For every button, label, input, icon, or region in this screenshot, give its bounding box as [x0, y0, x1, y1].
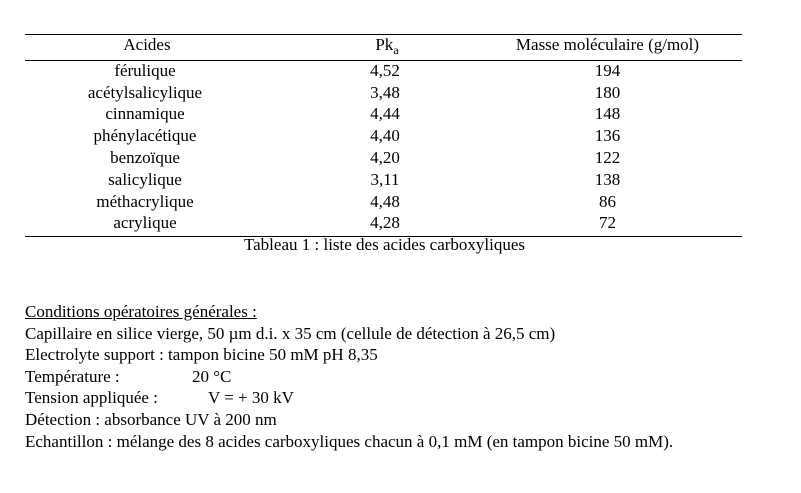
cell-acid: méthacrylique: [96, 192, 194, 211]
cell-mass: 180: [594, 83, 621, 102]
cell-mass: 72: [599, 213, 616, 232]
conditions-title: Conditions opératoires générales :: [25, 302, 257, 321]
cell-mass: 138: [594, 170, 621, 189]
cell-pka: 4,20: [370, 148, 400, 167]
cell-pka: 4,28: [370, 213, 400, 232]
table-caption-text: Tableau 1 : liste des acides carboxyliques: [243, 235, 526, 254]
header-pka-subscript: a: [393, 43, 399, 57]
cell-pka: 4,40: [370, 126, 400, 145]
cell-acid: férulique: [114, 61, 176, 80]
header-pka-main: Pk: [375, 35, 394, 54]
table-caption: [0, 235, 801, 255]
condition-sample: Echantillon : mélange des 8 acides carboxyliques chacun à 0,1 mM (en tampon bicine 50 mM).: [25, 431, 674, 451]
temperature-value: 20 °C: [192, 366, 232, 386]
condition-voltage: [25, 387, 785, 409]
voltage-label: Tension appliquée :: [25, 388, 158, 408]
table-header-row: [25, 35, 742, 57]
cell-acid: acrylique: [113, 213, 177, 232]
cell-pka: 3,48: [370, 83, 400, 102]
cell-pka: 4,48: [370, 192, 400, 211]
cell-mass: 148: [594, 104, 621, 123]
cell-acid: salicylique: [108, 170, 182, 189]
cell-mass: 194: [594, 61, 621, 80]
cell-pka: 3,11: [370, 170, 400, 189]
condition-electrolyte: Electrolyte support : tampon bicine 50 mM pH 8,35: [25, 345, 378, 365]
cell-pka: 4,44: [370, 104, 400, 123]
cell-acid: acétylsalicylique: [87, 83, 203, 102]
cell-mass: 122: [594, 148, 621, 167]
temperature-label: Température :: [25, 366, 120, 386]
cell-acid: phénylacétique: [93, 126, 197, 145]
cell-acid: cinnamique: [105, 104, 185, 123]
cell-pka: 4,52: [370, 61, 400, 80]
cell-mass: 136: [594, 126, 621, 145]
voltage-value: V = + 30 kV: [208, 388, 294, 408]
conditions-section: [25, 301, 785, 452]
header-acid: Acides: [123, 35, 171, 54]
header-mass: Masse moléculaire (g/mol): [515, 35, 700, 54]
header-pka: [307, 35, 467, 55]
cell-mass: 86: [599, 192, 616, 211]
condition-detection: Détection : absorbance UV à 200 nm: [25, 409, 277, 429]
condition-temperature: [25, 366, 785, 388]
condition-capillary: Capillaire en silice vierge, 50 µm d.i. x 35 cm (cellule de détection à 26,5 cm): [25, 323, 556, 343]
cell-acid: benzoïque: [110, 148, 180, 167]
